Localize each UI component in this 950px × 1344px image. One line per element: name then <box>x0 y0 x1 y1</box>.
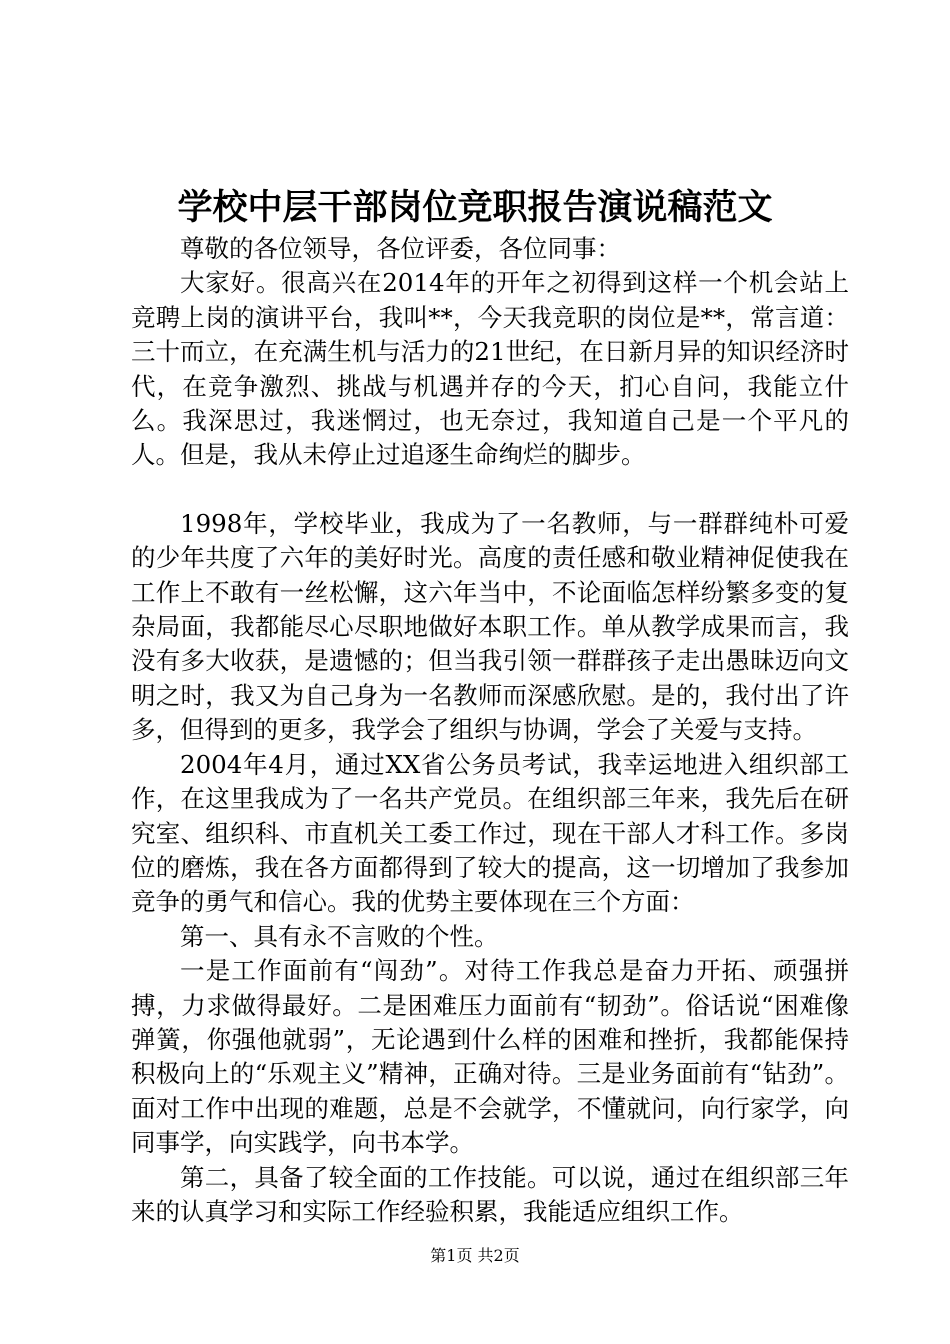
paragraph-organization-dept: 2004年4月，通过XX省公务员考试，我幸运地进入组织部工作，在这里我成为了一名共产党员。在组织部三年来，我先后在研究室、组织科、市直机关工委工作过，现在干部人才科工作。多岗位的磨炼，我在各方面都得到了较大的提高，这一切增加了我参加竞争的勇气和信心。我的优势主要体现在三个方面： <box>131 749 849 917</box>
paragraph-intro: 大家好。很高兴在2014年的开年之初得到这样一个机会站上竞聘上岗的演讲平台，我叫**，今天我竞职的岗位是**，常言道：三十而立，在充满生机与活力的21世纪，在日新月异的知识经济时代，在竞争激烈、挑战与机遇并存的今天，扪心自问，我能立什么。我深思过，我迷惘过，也无奈过，我知道自己是一个平凡的人。但是，我从未停止过追逐生命绚烂的脚步。 <box>131 268 849 470</box>
paragraph-salutation: 尊敬的各位领导，各位评委，各位同事： <box>180 234 621 263</box>
page-number-footer: 第1页 共2页 <box>430 1246 520 1265</box>
paragraph-strength-2: 第二，具备了较全面的工作技能。可以说，通过在组织部三年来的认真学习和实际工作经验积累，我能适应组织工作。 <box>131 1162 849 1226</box>
paragraph-strength-1-detail: 一是工作面前有“闯劲”。对待工作我总是奋力开拓、顽强拼搏，力求做得最好。二是困难压力面前有“韧劲”。俗话说“困难像弹簧，你强他就弱”，无论遇到什么样的困难和挫折，我都能保持积极向上的“乐观主义”精神，正确对待。三是业务面前有“钻劲”。面对工作中出现的难题，总是不会就学，不懂就问，向行家学，向同事学，向实践学，向书本学。 <box>131 956 849 1158</box>
document-body <box>131 232 849 1229</box>
document-title: 学校中层干部岗位竞职报告演说稿范文 <box>177 187 773 228</box>
paragraph-teacher-years: 1998年，学校毕业，我成为了一名教师，与一群群纯朴可爱的少年共度了六年的美好时光。高度的责任感和敬业精神促使我在工作上不敢有一丝松懈，这六年当中，不论面临怎样纷繁多变的复杂局面，我都能尽心尽职地做好本职工作。单从教学成果而言，我没有多大收获，是遗憾的；但当我引领一群群孩子走出愚昧迈向文明之时，我又为自己身为一名教师而深感欣慰。是的，我付出了许多，但得到的更多，我学会了组织与协调，学会了关爱与支持。 <box>131 508 849 745</box>
paragraph-strength-1-heading: 第一、具有永不言败的个性。 <box>180 921 499 951</box>
